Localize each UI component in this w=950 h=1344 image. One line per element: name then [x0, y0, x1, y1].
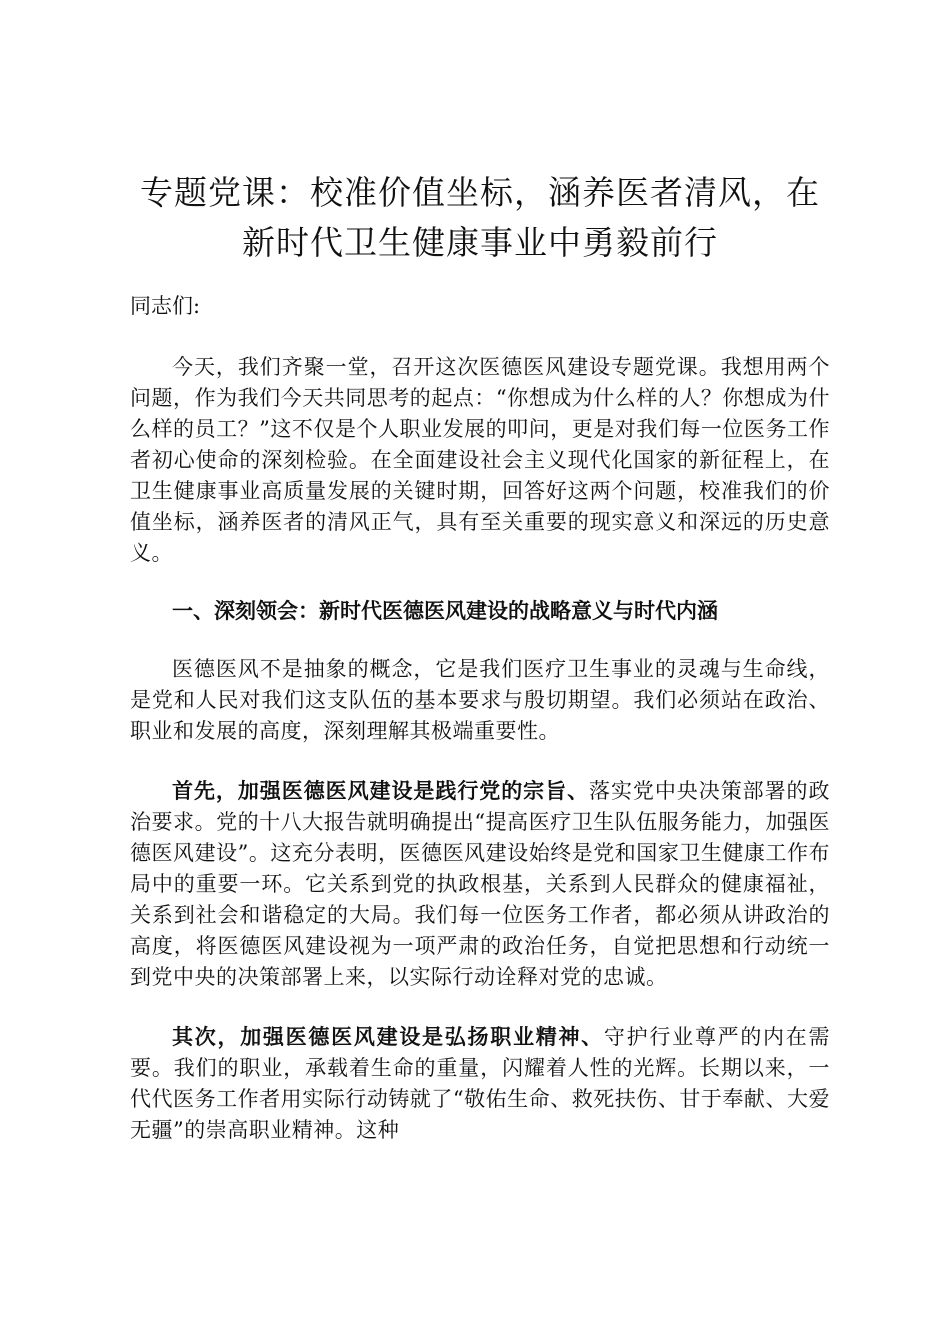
title-line-2: 新时代卫生健康事业中勇毅前行: [242, 223, 718, 262]
document-page: [130, 168, 830, 1146]
point-1-paragraph: [130, 775, 830, 993]
point-2-paragraph: [130, 1021, 830, 1146]
document-title: [130, 168, 830, 268]
title-line-1: 专题党课：校准价值坐标，涵养医者清风，在: [140, 173, 820, 212]
point-2-lead: 其次，加强医德医风建设是弘扬职业精神、: [172, 1024, 604, 1049]
point-1-text: 落实党中央决策部署的政治要求。党的十八大报告就明确提出“提高医疗卫生队伍服务能力，加强医德医风建设”。这充分表明，医德医风建设始终是党和国家卫生健康工作布局中的重要一环。它关系到党的执政根基，关系到人民群众的健康福祉，关系到社会和谐稳定的大局。我们每一位医务工作者，都必须从讲政治的高度，将医德医风建设视为一项严肃的政治任务，自觉把思想和行动统一到党中央的决策部署上来，以实际行动诠释对党的忠诚。: [130, 779, 830, 989]
intro-paragraph: 今天，我们齐聚一堂，召开这次医德医风建设专题党课。我想用两个问题，作为我们今天共同思考的起点：“你想成为什么样的人？你想成为什么样的员工？”这不仅是个人职业发展的叩问，更是对我们每一位医务工作者初心使命的深刻检验。在全面建设社会主义现代化国家的新征程上，在卫生健康事业高质量发展的关键时期，回答好这两个问题，校准我们的价值坐标，涵养医者的清风正气，具有至关重要的现实意义和深远的历史意义。: [130, 355, 830, 565]
point-1-lead: 首先，加强医德医风建设是践行党的宗旨、: [172, 778, 590, 803]
point-2-text: 守护行业尊严的内在需要。我们的职业，承载着生命的重量，闪耀着人性的光辉。长期以来，一代代医务工作者用实际行动铸就了“敬佑生命、救死扶伤、甘于奉献、大爱无疆”的崇高职业精神。这种: [130, 1025, 831, 1142]
section-1-paragraph: 医德医风不是抽象的概念，它是我们医疗卫生事业的灵魂与生命线，是党和人民对我们这支队伍的基本要求与殷切期望。我们必须站在政治、职业和发展的高度，深刻理解其极端重要性。: [130, 657, 830, 743]
section-1-heading: 一、深刻领会：新时代医德医风建设的战略意义与时代内涵: [172, 598, 718, 623]
salutation: 同志们:: [130, 294, 201, 318]
